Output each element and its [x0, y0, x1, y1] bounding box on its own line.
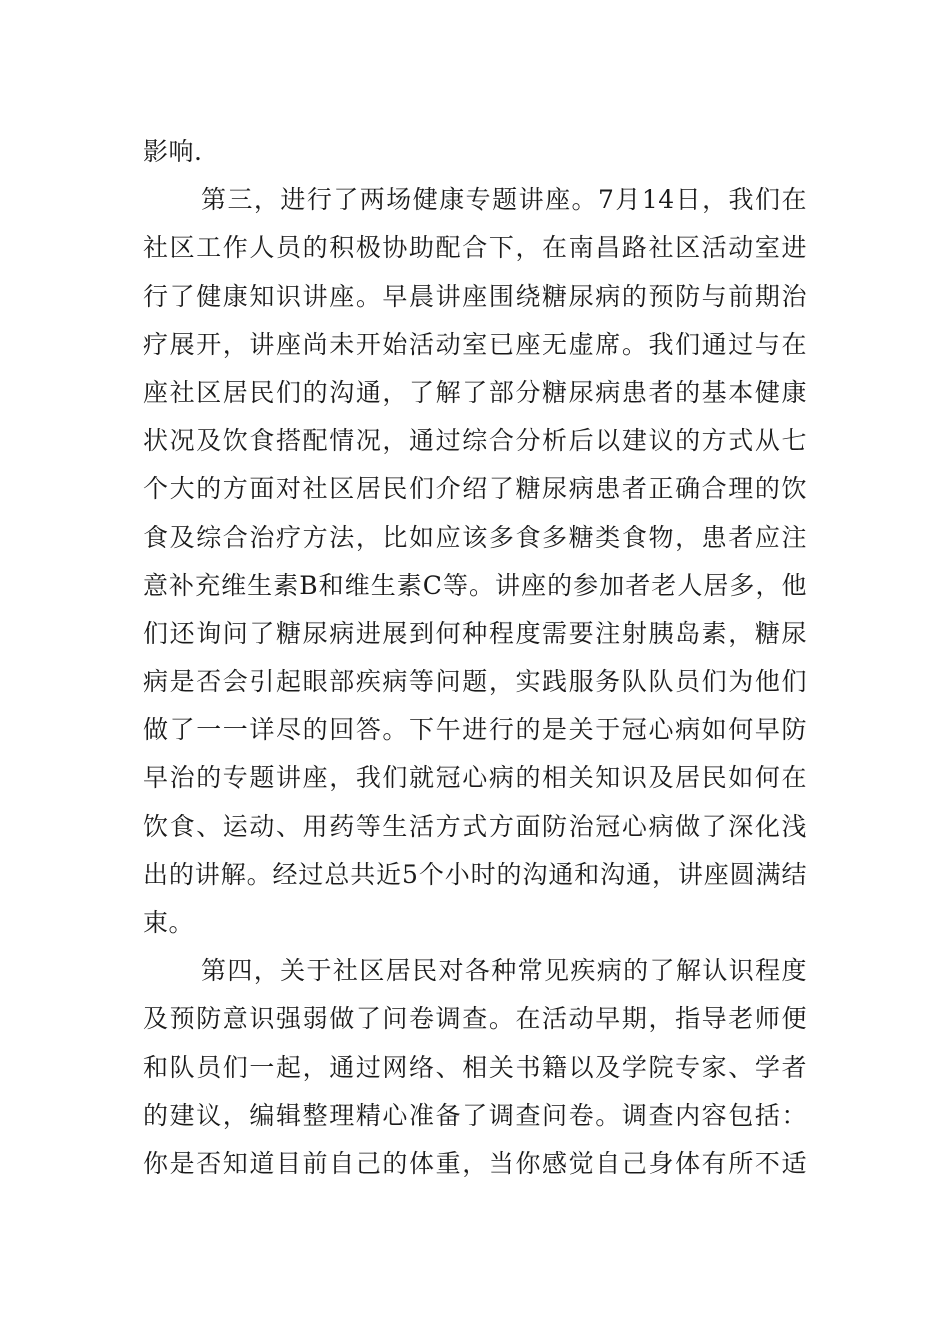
text-line: 第三，进行了两场健康专题讲座。7月14日，我们在: [201, 185, 807, 215]
text-line: 及预防意识强弱做了问卷调查。在活动早期，指导老师便: [143, 1004, 807, 1034]
text-line: 第四，关于社区居民对各种常见疾病的了解认识程度: [201, 956, 807, 986]
text-line: 早治的专题讲座，我们就冠心病的相关知识及居民如何在: [143, 763, 807, 793]
text-line: 社区工作人员的积极协助配合下，在南昌路社区活动室进: [143, 233, 807, 263]
text-line: 你是否知道目前自己的体重，当你感觉自己身体有所不适: [143, 1148, 807, 1178]
text-line: 出的讲解。经过总共近5个小时的沟通和沟通，讲座圆满结: [143, 859, 807, 889]
text-line: 和队员们一起，通过网络、相关书籍以及学院专家、学者: [143, 1052, 807, 1082]
body-text: [143, 128, 807, 1188]
text-line: 疗展开，讲座尚未开始活动室已座无虚席。我们通过与在: [143, 329, 807, 359]
text-line: 座社区居民们的沟通，了解了部分糖尿病患者的基本健康: [143, 377, 807, 407]
text-line: 饮食、运动、用药等生活方式方面防治冠心病做了深化浅: [143, 811, 807, 841]
text-line: 病是否会引起眼部疾病等问题，实践服务队队员们为他们: [143, 667, 807, 697]
text-line: 食及综合治疗方法，比如应该多食多糖类食物，患者应注: [143, 522, 807, 552]
text-line: 束。: [143, 908, 195, 937]
text-line: 状况及饮食搭配情况，通过综合分析后以建议的方式从七: [143, 426, 807, 456]
text-line: 影响.: [143, 137, 203, 166]
text-line: 个大的方面对社区居民们介绍了糖尿病患者正确合理的饮: [143, 474, 807, 504]
text-line: 们还询问了糖尿病进展到何种程度需要注射胰岛素，糖尿: [143, 618, 807, 648]
paragraph: [143, 947, 807, 1188]
text-line: 的建议，编辑整理精心准备了调查问卷。调查内容包括：: [143, 1100, 807, 1130]
text-line: 行了健康知识讲座。早晨讲座围绕糖尿病的预防与前期治: [143, 281, 807, 311]
paragraph: [143, 128, 807, 176]
text-line: 意补充维生素B和维生素C等。讲座的参加者老人居多，他: [143, 570, 807, 600]
paragraph: [143, 176, 807, 947]
text-line: 做了一一详尽的回答。下午进行的是关于冠心病如何早防: [143, 715, 807, 745]
